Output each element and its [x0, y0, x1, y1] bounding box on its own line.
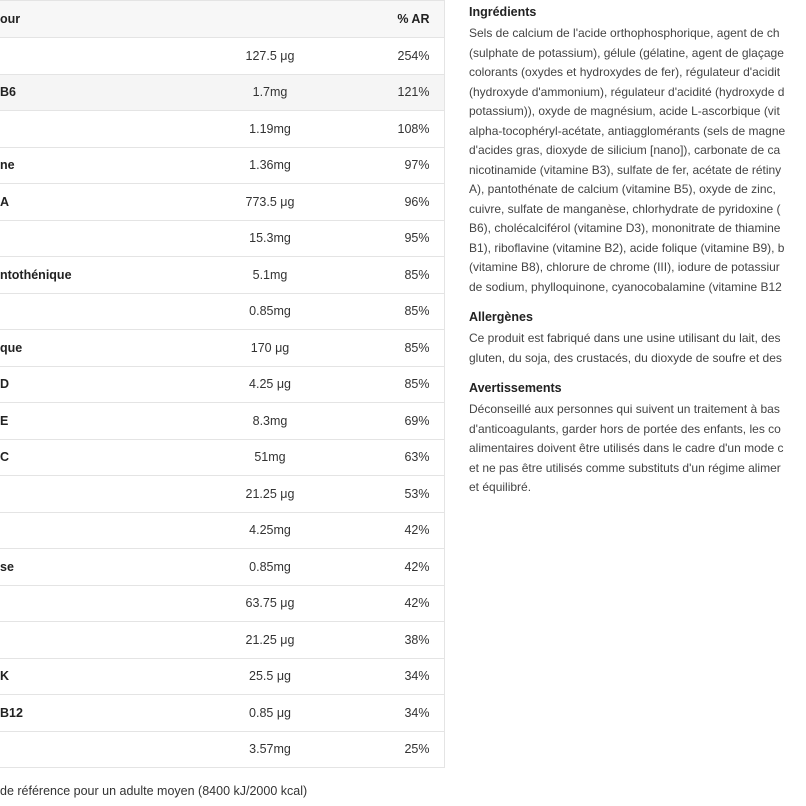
- ingredients-line: (vitamine B8), chlorure de chrome (III), iodure de potassiur: [469, 260, 780, 274]
- table-body: [0, 38, 444, 768]
- table-row: [0, 512, 444, 549]
- warnings-line: Déconseillé aux personnes qui suivent un traitement à bas: [469, 402, 780, 416]
- table-row: [0, 403, 444, 440]
- nutrient-ar: 97%: [380, 147, 444, 184]
- nutrient-name: A: [0, 184, 160, 221]
- nutrient-ar: 85%: [380, 293, 444, 330]
- table-row: [0, 74, 444, 111]
- nutrient-ar: 34%: [380, 695, 444, 732]
- nutrient-amount: 170 μg: [160, 330, 380, 367]
- ingredients-line: A), pantothénate de calcium (vitamine B5), oxyde de zinc,: [469, 182, 776, 196]
- nutrient-name: D: [0, 366, 160, 403]
- nutrient-ar: 69%: [380, 403, 444, 440]
- nutrient-name: [0, 111, 160, 148]
- nutrient-amount: 0.85mg: [160, 549, 380, 586]
- allergens-line: Ce produit est fabriqué dans une usine utilisant du lait, des: [469, 331, 781, 345]
- nutrient-amount: 51mg: [160, 439, 380, 476]
- ingredients-line: Sels de calcium de l'acide orthophosphorique, agent de ch: [469, 26, 780, 40]
- table-row: [0, 184, 444, 221]
- warnings-line: et équilibré.: [469, 480, 532, 494]
- nutrient-amount: 25.5 μg: [160, 658, 380, 695]
- nutrient-amount: 21.25 μg: [160, 476, 380, 513]
- nutrient-name: [0, 622, 160, 659]
- ingredients-line: (hydroxyde d'ammonium), régulateur d'acidité (hydroxyde d: [469, 84, 785, 99]
- table-row: [0, 695, 444, 732]
- nutrient-ar: 42%: [380, 512, 444, 549]
- ingredients-line: alpha-tocophéryl-acétate, antiagglomérants (sels de magne: [469, 123, 786, 138]
- warnings-line: et ne pas être utilisés comme substituts d'un régime alimer: [469, 460, 781, 475]
- header-ar: % AR: [380, 1, 444, 38]
- nutrient-amount: 21.25 μg: [160, 622, 380, 659]
- table-row: [0, 147, 444, 184]
- nutrient-amount: 8.3mg: [160, 403, 380, 440]
- nutrient-name: E: [0, 403, 160, 440]
- ingredients-line: B1), riboflavine (vitamine B2), acide folique (vitamine B9), b: [469, 240, 785, 255]
- table-row: [0, 111, 444, 148]
- warnings-line: alimentaires doivent être utilisés dans le cadre d'un mode c: [469, 441, 784, 455]
- table-row: [0, 293, 444, 330]
- nutrient-amount: 1.19mg: [160, 111, 380, 148]
- nutrient-ar: 121%: [380, 74, 444, 111]
- table-row: [0, 622, 444, 659]
- nutrient-ar: 85%: [380, 366, 444, 403]
- nutrient-name: [0, 476, 160, 513]
- nutrient-ar: 254%: [380, 38, 444, 75]
- nutrient-amount: 4.25 μg: [160, 366, 380, 403]
- nutrient-name: [0, 585, 160, 622]
- ingredients-text: [469, 24, 806, 297]
- warnings-title: Avertissements: [469, 381, 562, 395]
- nutrient-amount: 127.5 μg: [160, 38, 380, 75]
- ingredients-line: potassium)), oxyde de magnésium, acide L-ascorbique (vit: [469, 104, 780, 118]
- table-row: [0, 476, 444, 513]
- allergens-title: Allergènes: [469, 310, 533, 324]
- nutrient-name: ntothénique: [0, 257, 160, 294]
- nutrient-ar: 34%: [380, 658, 444, 695]
- nutrient-ar: 63%: [380, 439, 444, 476]
- nutrient-name: [0, 731, 160, 768]
- table-row: [0, 549, 444, 586]
- header-nutrient: our: [0, 1, 160, 38]
- nutrient-ar: 53%: [380, 476, 444, 513]
- table-row: [0, 731, 444, 768]
- nutrient-name: [0, 38, 160, 75]
- ingredients-line: de sodium, phylloquinone, cyanocobalamine (vitamine B12: [469, 279, 782, 294]
- nutrient-ar: 38%: [380, 622, 444, 659]
- nutrient-amount: 1.7mg: [160, 74, 380, 111]
- table-row: [0, 585, 444, 622]
- nutrient-ar: 42%: [380, 549, 444, 586]
- nutrient-name: [0, 293, 160, 330]
- ingredients-line: nicotinamide (vitamine B3), sulfate de fer, acétate de rétiny: [469, 162, 782, 177]
- nutrient-name: K: [0, 658, 160, 695]
- table-row: [0, 366, 444, 403]
- nutrient-ar: 95%: [380, 220, 444, 257]
- nutrient-amount: 773.5 μg: [160, 184, 380, 221]
- ingredients-line: d'acides gras, dioxyde de silicium [nano]), carbonate de ca: [469, 143, 781, 157]
- nutrient-name: se: [0, 549, 160, 586]
- nutrient-ar: 85%: [380, 330, 444, 367]
- nutrient-amount: 63.75 μg: [160, 585, 380, 622]
- nutrient-name: B12: [0, 695, 160, 732]
- table-row: [0, 38, 444, 75]
- nutrient-name: [0, 512, 160, 549]
- nutrient-ar: 25%: [380, 731, 444, 768]
- table-footnote: de référence pour un adulte moyen (8400 kJ/2000 kcal): [0, 784, 308, 798]
- nutrient-ar: 85%: [380, 257, 444, 294]
- ingredients-line: cuivre, sulfate de manganèse, chlorhydrate de pyridoxine (: [469, 201, 781, 216]
- nutrient-name: que: [0, 330, 160, 367]
- allergens-text: [469, 329, 806, 368]
- table-row: [0, 220, 444, 257]
- nutrient-amount: 0.85mg: [160, 293, 380, 330]
- allergens-line: gluten, du soja, des crustacés, du dioxyde de soufre et des: [469, 350, 782, 365]
- nutrient-amount: 5.1mg: [160, 257, 380, 294]
- warnings-section: [469, 380, 806, 498]
- nutrient-name: ne: [0, 147, 160, 184]
- nutrient-name: [0, 220, 160, 257]
- nutrient-ar: 108%: [380, 111, 444, 148]
- nutrient-name: C: [0, 439, 160, 476]
- table-row: [0, 257, 444, 294]
- ingredients-title: Ingrédients: [469, 5, 537, 19]
- table-row: [0, 658, 444, 695]
- ingredients-line: colorants (oxydes et hydroxydes de fer), régulateur d'acidit: [469, 65, 781, 79]
- header-amount: [160, 1, 380, 38]
- nutrient-name: B6: [0, 74, 160, 111]
- table-row: [0, 330, 444, 367]
- allergens-section: [469, 309, 806, 368]
- warnings-text: [469, 400, 806, 498]
- ingredients-line: (sulphate de potassium), gélule (gélatine, agent de glaçage: [469, 45, 784, 60]
- table-row: [0, 439, 444, 476]
- nutrient-ar: 96%: [380, 184, 444, 221]
- ingredients-section: [469, 4, 806, 297]
- nutrient-amount: 0.85 μg: [160, 695, 380, 732]
- nutrient-amount: 4.25mg: [160, 512, 380, 549]
- warnings-line: d'anticoagulants, garder hors de portée des enfants, les co: [469, 421, 781, 436]
- nutrient-ar: 42%: [380, 585, 444, 622]
- nutrient-amount: 3.57mg: [160, 731, 380, 768]
- product-info-column: [469, 4, 806, 510]
- ingredients-line: B6), cholécalciférol (vitamine D3), mononitrate de thiamine: [469, 221, 781, 235]
- nutrient-amount: 15.3mg: [160, 220, 380, 257]
- nutrient-amount: 1.36mg: [160, 147, 380, 184]
- table-header-row: [0, 1, 444, 38]
